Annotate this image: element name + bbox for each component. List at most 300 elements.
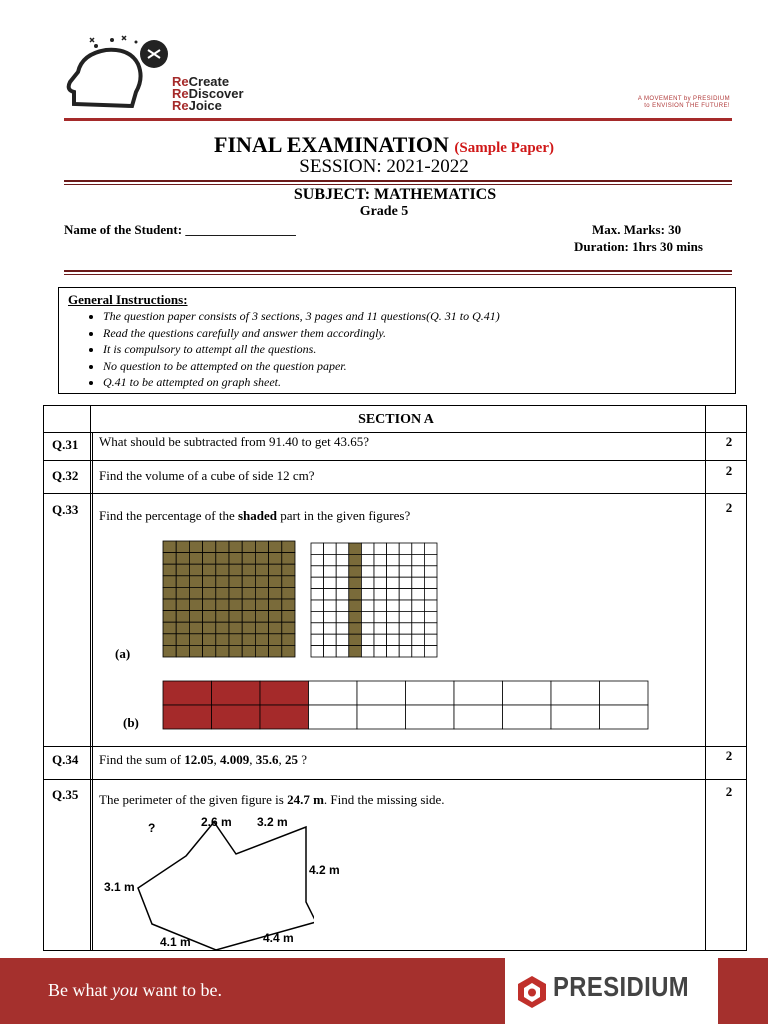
- grid-cell: [387, 634, 400, 645]
- addend-value: 4.009: [219, 752, 250, 767]
- slogan-part: want to be.: [137, 980, 222, 1000]
- movement-line-2: to ENVISION THE FUTURE!: [644, 103, 730, 109]
- grid-cell-shaded: [282, 587, 295, 599]
- grid-cell-shaded: [203, 576, 216, 588]
- grid-cell: [399, 589, 412, 600]
- addend-value: 35.6: [255, 752, 279, 767]
- grid-cell: [374, 589, 387, 600]
- grid-cell-shaded: [203, 645, 216, 657]
- grid-cell: [361, 543, 374, 554]
- grid-cell: [361, 634, 374, 645]
- grid-cell-shaded: [216, 576, 229, 588]
- grid-cell-shaded: [229, 634, 242, 646]
- table-divider: [705, 406, 706, 950]
- grid-cell-shaded: [176, 541, 189, 553]
- grid-cell: [336, 554, 349, 565]
- grid-cell: [424, 554, 437, 565]
- grid-figure-a: [162, 540, 296, 658]
- grid-cell: [387, 589, 400, 600]
- grid-cell-shaded: [242, 541, 255, 553]
- grade: Grade 5: [359, 204, 409, 219]
- grid-cell-shaded: [212, 705, 261, 729]
- question-text-part: Find the sum of: [99, 752, 185, 767]
- table-divider: [90, 406, 91, 950]
- grid-cell-shaded: [163, 634, 176, 646]
- grid-cell-shaded: [269, 564, 282, 576]
- grid-cell-shaded: [229, 576, 242, 588]
- grid-cell: [387, 600, 400, 611]
- instruction-item: • Read the questions carefully and answer them accordingly.: [103, 325, 735, 342]
- logo-re: Re: [172, 74, 189, 89]
- side-label-unknown: ?: [148, 821, 156, 835]
- question-text-bold: shaded: [237, 508, 278, 523]
- grid-cell: [399, 611, 412, 622]
- grid-cell-shaded: [282, 611, 295, 623]
- grid-cell-shaded: [282, 634, 295, 646]
- grid-cell: [374, 634, 387, 645]
- grid-cell: [311, 566, 324, 577]
- grid-cell-shaded: [189, 599, 202, 611]
- row-divider: [44, 432, 746, 433]
- grid-cell: [336, 646, 349, 657]
- question-text: [99, 508, 410, 524]
- grid-cell-shaded: [229, 587, 242, 599]
- grid-cell: [324, 600, 337, 611]
- grid-cell-shaded: [176, 599, 189, 611]
- max-marks: Max. Marks: 30: [592, 222, 682, 237]
- grid-cell: [374, 600, 387, 611]
- grid-cell-shaded: [349, 623, 362, 634]
- info-rule: [64, 270, 732, 275]
- grid-cell: [399, 646, 412, 657]
- grid-cell-shaded: [176, 564, 189, 576]
- grid-cell: [361, 566, 374, 577]
- grid-cell-shaded: [203, 541, 216, 553]
- instruction-item: • Q.41 to be attempted on graph sheet.: [103, 374, 735, 391]
- grid-cell-shaded: [269, 611, 282, 623]
- grid-cell: [412, 611, 425, 622]
- grid-cell-shaded: [282, 553, 295, 565]
- grid-cell-shaded: [255, 611, 268, 623]
- sample-paper-tag: (Sample Paper): [454, 140, 554, 156]
- separator: ,: [249, 752, 256, 767]
- grid-cell-shaded: [203, 599, 216, 611]
- question-number: Q.33: [52, 502, 79, 517]
- subject: SUBJECT: MATHEMATICS: [293, 186, 497, 203]
- grid-cell-shaded: [260, 681, 309, 705]
- grid-cell: [424, 646, 437, 657]
- grid-cell-shaded: [242, 564, 255, 576]
- instruction-item: • The question paper consists of 3 sections, 3 pages and 11 questions(Q. 31 to Q.41): [103, 308, 735, 325]
- grid-cell-shaded: [163, 622, 176, 634]
- grid-cell: [424, 600, 437, 611]
- grid-cell-shaded: [163, 645, 176, 657]
- grid-figure-a-column: [310, 542, 439, 658]
- grid-cell-shaded: [163, 553, 176, 565]
- grid-cell-shaded: [176, 576, 189, 588]
- grid-cell: [336, 589, 349, 600]
- figure-label-a: (a): [115, 646, 131, 661]
- grid-cell-shaded: [216, 645, 229, 657]
- grid-cell-shaded: [269, 599, 282, 611]
- grid-cell-shaded: [269, 553, 282, 565]
- slogan-part: Be what: [48, 980, 112, 1000]
- grid-cell: [412, 646, 425, 657]
- grid-cell-shaded: [229, 553, 242, 565]
- grid-cell-shaded: [229, 599, 242, 611]
- grid-cell: [324, 623, 337, 634]
- grid-cell: [399, 577, 412, 588]
- grid-cell: [454, 705, 503, 729]
- grid-cell-shaded: [242, 587, 255, 599]
- grid-cell: [361, 623, 374, 634]
- grid-cell-shaded: [349, 566, 362, 577]
- grid-cell-shaded: [212, 681, 261, 705]
- grid-cell-shaded: [176, 622, 189, 634]
- grid-cell-shaded: [163, 611, 176, 623]
- grid-cell: [324, 611, 337, 622]
- grid-cell-shaded: [163, 705, 212, 729]
- grid-cell: [324, 566, 337, 577]
- logo-re: Re: [172, 98, 189, 113]
- grid-cell: [311, 577, 324, 588]
- question-text-part: The perimeter of the given figure is: [99, 792, 288, 807]
- student-name-field: Name of the Student: _________________: [64, 222, 296, 237]
- grid-cell: [311, 623, 324, 634]
- grid-cell-shaded: [176, 587, 189, 599]
- grid-cell-shaded: [282, 645, 295, 657]
- grid-cell-shaded: [189, 541, 202, 553]
- grid-cell-shaded: [269, 622, 282, 634]
- grid-cell: [412, 589, 425, 600]
- grid-cell: [424, 623, 437, 634]
- grid-cell-shaded: [255, 634, 268, 646]
- grid-cell-shaded: [242, 576, 255, 588]
- grid-cell: [374, 543, 387, 554]
- grid-cell-shaded: [282, 564, 295, 576]
- grid-cell-shaded: [216, 599, 229, 611]
- grid-cell-shaded: [269, 587, 282, 599]
- side-label: 2.6 m: [201, 815, 232, 829]
- footer-slogan: [48, 980, 222, 1001]
- grid-cell: [412, 543, 425, 554]
- row-divider: [44, 460, 746, 461]
- title-rule: [64, 180, 732, 185]
- grid-cell: [336, 623, 349, 634]
- side-label: 3.2 m: [257, 815, 288, 829]
- duration: Duration: 1hrs 30 mins: [574, 239, 703, 254]
- grid-cell-shaded: [269, 634, 282, 646]
- grid-cell: [387, 623, 400, 634]
- grid-cell-shaded: [216, 634, 229, 646]
- grid-cell: [551, 705, 600, 729]
- grid-cell: [406, 705, 455, 729]
- question-text-part: Find the percentage of the: [99, 508, 238, 523]
- grid-cell: [399, 623, 412, 634]
- grid-cell: [309, 705, 358, 729]
- grid-cell-shaded: [176, 634, 189, 646]
- side-label: 4.1 m: [160, 935, 191, 949]
- grid-cell-shaded: [349, 543, 362, 554]
- grid-cell: [336, 566, 349, 577]
- grid-cell: [399, 634, 412, 645]
- general-instructions: [58, 287, 736, 394]
- grid-cell: [424, 543, 437, 554]
- question-text-part: part in the given figures?: [277, 508, 411, 523]
- grid-cell: [311, 589, 324, 600]
- grid-cell-shaded: [189, 622, 202, 634]
- grid-cell-shaded: [269, 645, 282, 657]
- grid-cell: [311, 554, 324, 565]
- grid-cell-shaded: [216, 622, 229, 634]
- grid-cell: [374, 577, 387, 588]
- grid-cell-shaded: [242, 622, 255, 634]
- figure-label-b: (b): [123, 715, 139, 730]
- grid-cell: [399, 543, 412, 554]
- addend-value: 25: [284, 752, 298, 767]
- grid-cell-shaded: [189, 576, 202, 588]
- grid-cell-shaded: [176, 645, 189, 657]
- session: SESSION: 2021-2022: [299, 156, 469, 177]
- grid-cell-shaded: [229, 564, 242, 576]
- grid-cell-shaded: [203, 564, 216, 576]
- instruction-item: • No question to be attempted on the question paper.: [103, 358, 735, 375]
- grid-cell: [357, 681, 406, 705]
- question-marks: 2: [725, 784, 733, 799]
- grid-cell: [361, 611, 374, 622]
- section-a-heading: SECTION A: [358, 412, 434, 427]
- grid-cell: [424, 566, 437, 577]
- presidium-brand: PRESIDIUM: [553, 971, 690, 1002]
- grid-cell-shaded: [349, 577, 362, 588]
- grid-cell-shaded: [242, 645, 255, 657]
- grid-cell-shaded: [282, 541, 295, 553]
- grid-cell: [399, 554, 412, 565]
- grid-cell: [336, 611, 349, 622]
- grid-cell: [503, 681, 552, 705]
- grid-cell-shaded: [349, 611, 362, 622]
- grid-cell: [387, 646, 400, 657]
- side-label: 4.4 m: [263, 931, 294, 945]
- instructions-heading: General Instructions:: [68, 292, 188, 307]
- grid-cell: [374, 554, 387, 565]
- grid-cell-shaded: [229, 541, 242, 553]
- grid-cell-shaded: [260, 705, 309, 729]
- grid-cell-shaded: [203, 553, 216, 565]
- grid-cell-shaded: [282, 576, 295, 588]
- grid-cell-shaded: [255, 587, 268, 599]
- question-number: Q.31: [52, 437, 79, 452]
- question-text: What should be subtracted from 91.40 to get 43.65?: [99, 434, 370, 449]
- grid-cell: [324, 577, 337, 588]
- question-text: [99, 792, 445, 808]
- grid-cell-shaded: [216, 611, 229, 623]
- grid-cell: [336, 577, 349, 588]
- grid-cell: [600, 705, 649, 729]
- logo-word-discover: Discover: [188, 86, 244, 101]
- grid-cell: [324, 634, 337, 645]
- logo-re: Re: [172, 86, 189, 101]
- question-table: [43, 405, 747, 951]
- logo-word-create: Create: [188, 74, 230, 89]
- grid-cell-shaded: [163, 587, 176, 599]
- grid-cell-shaded: [176, 553, 189, 565]
- grid-cell: [412, 554, 425, 565]
- grid-cell: [361, 600, 374, 611]
- grid-cell-shaded: [255, 541, 268, 553]
- question-marks: 2: [725, 748, 733, 763]
- grid-cell-shaded: [255, 553, 268, 565]
- question-marks: 2: [725, 463, 733, 478]
- grid-cell: [336, 543, 349, 554]
- question-number: Q.32: [52, 468, 79, 483]
- grid-cell: [311, 543, 324, 554]
- grid-cell: [336, 634, 349, 645]
- grid-cell: [374, 646, 387, 657]
- grid-cell: [374, 611, 387, 622]
- grid-cell-shaded: [216, 587, 229, 599]
- grid-cell: [387, 566, 400, 577]
- grid-cell-shaded: [229, 645, 242, 657]
- grid-cell-shaded: [242, 634, 255, 646]
- grid-cell: [406, 681, 455, 705]
- grid-cell-shaded: [255, 576, 268, 588]
- grid-figure-b: [162, 680, 649, 730]
- question-text-part: ?: [297, 752, 308, 767]
- grid-cell-shaded: [163, 681, 212, 705]
- grid-cell: [324, 554, 337, 565]
- grid-cell: [374, 566, 387, 577]
- grid-cell: [399, 600, 412, 611]
- grid-cell-shaded: [216, 541, 229, 553]
- grid-cell: [311, 634, 324, 645]
- grid-cell: [412, 566, 425, 577]
- grid-cell: [424, 577, 437, 588]
- movement-line-1: A MOVEMENT by PRESIDIUM: [637, 96, 730, 102]
- grid-cell-shaded: [242, 599, 255, 611]
- header-rule: [64, 118, 732, 121]
- grid-cell: [336, 600, 349, 611]
- grid-cell-shaded: [269, 541, 282, 553]
- grid-cell-shaded: [349, 634, 362, 645]
- grid-cell-shaded: [203, 587, 216, 599]
- question-marks: 2: [725, 434, 733, 449]
- separator: ,: [278, 752, 285, 767]
- grid-cell: [387, 611, 400, 622]
- grid-cell-shaded: [163, 541, 176, 553]
- grid-cell-shaded: [242, 611, 255, 623]
- grid-cell: [424, 634, 437, 645]
- question-text: Find the volume of a cube of side 12 cm?: [99, 468, 315, 483]
- grid-cell: [399, 566, 412, 577]
- grid-cell: [324, 543, 337, 554]
- grid-cell: [412, 600, 425, 611]
- question-number: Q.35: [52, 787, 79, 802]
- grid-cell: [311, 646, 324, 657]
- grid-cell-shaded: [189, 553, 202, 565]
- question-marks: 2: [725, 500, 733, 515]
- grid-cell-shaded: [242, 553, 255, 565]
- grid-cell: [412, 634, 425, 645]
- grid-cell-shaded: [282, 622, 295, 634]
- grid-cell: [361, 554, 374, 565]
- grid-cell-shaded: [189, 611, 202, 623]
- grid-cell-shaded: [229, 622, 242, 634]
- grid-cell: [311, 600, 324, 611]
- grid-cell-shaded: [189, 645, 202, 657]
- row-divider: [44, 746, 746, 747]
- question-text-part: . Find the missing side.: [323, 792, 445, 807]
- grid-cell-shaded: [255, 599, 268, 611]
- grid-cell-shaded: [255, 564, 268, 576]
- grid-cell: [357, 705, 406, 729]
- grid-cell: [424, 611, 437, 622]
- grid-cell-shaded: [349, 589, 362, 600]
- question-number: Q.34: [52, 752, 79, 767]
- grid-cell-shaded: [255, 622, 268, 634]
- instruction-item: • It is compulsory to attempt all the questions.: [103, 341, 735, 358]
- exam-title-text: FINAL EXAMINATION: [214, 132, 449, 157]
- grid-cell-shaded: [203, 634, 216, 646]
- presidium-emblem-icon: [515, 975, 549, 1009]
- grid-cell-shaded: [203, 622, 216, 634]
- grid-cell: [324, 646, 337, 657]
- grid-cell-shaded: [269, 576, 282, 588]
- grid-cell: [387, 577, 400, 588]
- grid-cell-shaded: [189, 564, 202, 576]
- exam-title: [0, 132, 768, 158]
- perimeter-value: 24.7 m: [287, 792, 324, 807]
- grid-cell: [424, 589, 437, 600]
- grid-cell: [551, 681, 600, 705]
- slogan-emphasis: you: [111, 980, 138, 1000]
- table-divider: [92, 432, 93, 950]
- grid-cell-shaded: [163, 576, 176, 588]
- grid-cell-shaded: [282, 599, 295, 611]
- grid-cell: [412, 623, 425, 634]
- side-label: 3.1 m: [104, 880, 135, 894]
- recreate-logo: [62, 34, 302, 120]
- grid-cell: [311, 611, 324, 622]
- addend-value: 12.05: [184, 752, 214, 767]
- grid-cell: [324, 589, 337, 600]
- grid-cell-shaded: [163, 564, 176, 576]
- grid-cell: [361, 589, 374, 600]
- grid-cell: [361, 577, 374, 588]
- grid-cell-shaded: [216, 564, 229, 576]
- grid-cell: [503, 705, 552, 729]
- grid-cell-shaded: [255, 645, 268, 657]
- grid-cell: [454, 681, 503, 705]
- grid-cell: [361, 646, 374, 657]
- grid-cell-shaded: [229, 611, 242, 623]
- grid-cell-shaded: [163, 599, 176, 611]
- grid-cell-shaded: [176, 611, 189, 623]
- grid-cell: [600, 681, 649, 705]
- exam-heading: [0, 132, 768, 178]
- side-label: 4.2 m: [309, 863, 340, 877]
- grid-cell: [412, 577, 425, 588]
- grid-cell-shaded: [189, 587, 202, 599]
- grid-cell-shaded: [203, 611, 216, 623]
- logo-word-joice: Joice: [188, 98, 222, 113]
- question-text: [99, 752, 307, 768]
- grid-cell-shaded: [216, 553, 229, 565]
- grid-cell: [387, 554, 400, 565]
- grid-cell-shaded: [349, 600, 362, 611]
- row-divider: [44, 779, 746, 780]
- movement-tagline: [595, 96, 730, 110]
